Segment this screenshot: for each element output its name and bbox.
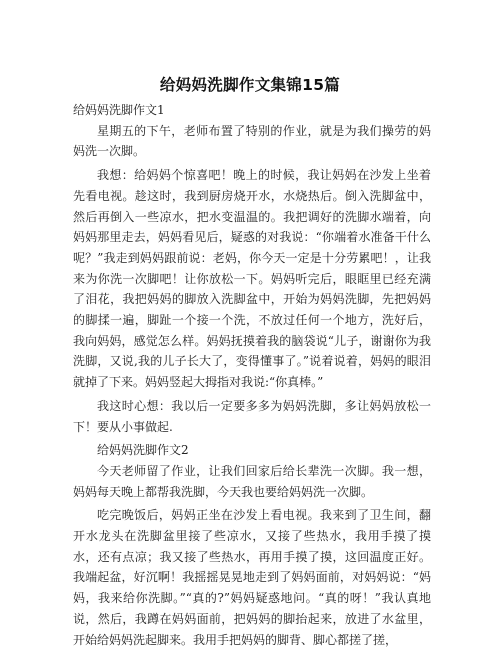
section-2-paragraph-1: 今天老师留了作业，让我们回家后给长辈洗一次脚。我一想，妈妈每天晚上都帮我洗脚，今天我也要给妈妈洗一次脚。	[73, 463, 431, 499]
section-2-heading: 给妈妈洗脚作文2	[97, 443, 189, 458]
section-1-paragraph-3: 我这时心想：我以后一定要多多为妈妈洗脚，多让妈妈放松一下！要从小事做起.	[73, 398, 431, 434]
document-title: 给妈妈洗脚作文集锦15篇	[159, 76, 341, 94]
section-1-paragraph-1: 星期五的下午，老师布置了特别的作业，就是为我们操劳的妈妈洗一次脚。	[73, 123, 431, 159]
section-1-paragraph-2: 我想：给妈妈个惊喜吧！晚上的时候，我让妈妈在沙发上坐着先看电视。趁这时，我到厨房烧开水，水烧热后。倒入洗脚盆中，然后再倒入一些凉水，把水变温温的。我把调好的洗脚水端着，向妈妈那里走去，妈妈看见后，疑惑的对我说：“你端着水准备干什么呢？”我走到妈妈跟前说：老妈，你今天一定是十分劳累吧！，让我来为你洗一次脚吧！让你放松一下。妈妈听完后，眼眶里已经充满了泪花，我把妈妈的脚放入洗脚盆中，开始为妈妈洗脚，先把妈妈的脚揉一遍，脚趾一个接一个洗，不放过任何一个地方，洗好后，我向妈妈，感觉怎么样。妈妈抚摸着我的脑袋说“儿子，谢谢你为我洗脚，又说,我的儿子长大了，变得懂事了。”说着说着，妈妈的眼泪就掉了下来。妈妈竖起大拇指对我说:“你真棒。”	[73, 168, 431, 390]
document-body	[73, 100, 431, 653]
section-1-heading: 给妈妈洗脚作文1	[73, 103, 165, 117]
section-2-paragraph-2: 吃完晚饭后，妈妈正坐在沙发上看电视。我来到了卫生间，翻开水龙头在洗脚盆里接了些凉水，又接了些热水，我用手摸了摸水，还有点凉；我又接了些热水，再用手摸了摸，这回温度正好。我端起盆，好沉啊！我摇摇晃晃地走到了妈妈面前，对妈妈说：“妈妈，我来给你洗脚。”“真的?”妈妈疑惑地问。“真的呀！”我认真地说，然后，我蹲在妈妈面前，把妈妈的脚抬起来，放进了水盆里，开始给妈妈洗起脚来。我用手把妈妈的脚背、脚心都搓了搓，	[73, 508, 431, 647]
